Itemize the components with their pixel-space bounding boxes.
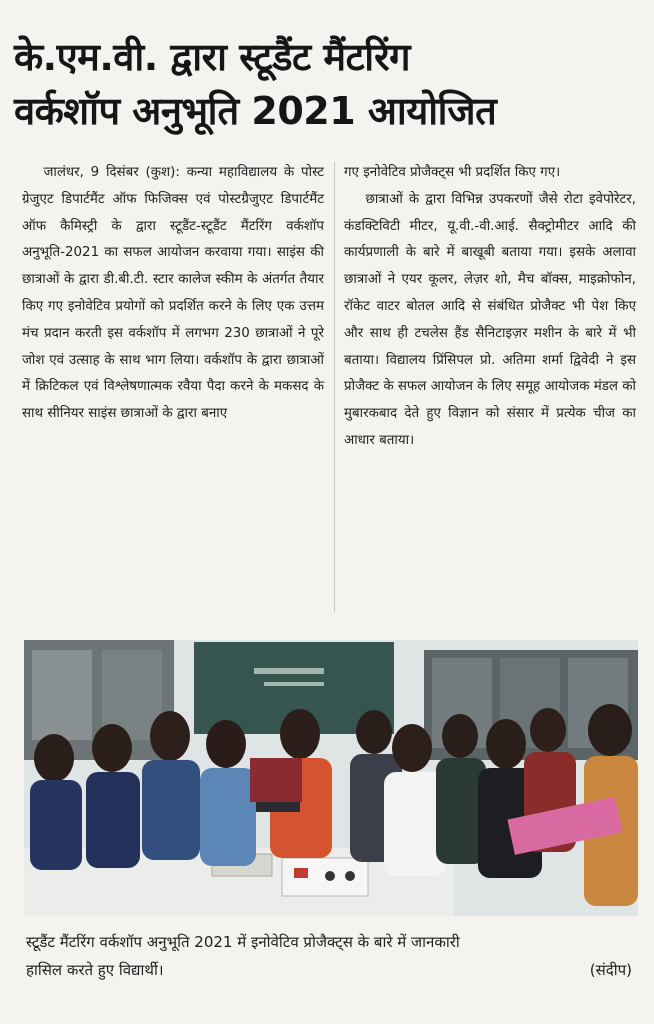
book bbox=[250, 758, 302, 802]
caption-line-2: हासिल करते हुए विद्यार्थी। bbox=[26, 961, 164, 979]
headline bbox=[14, 30, 642, 138]
article-paragraph-continuation: गए इनोवेटिव प्रोजैक्ट्स भी प्रदर्शित किए गए। bbox=[344, 165, 561, 180]
photo-credit: (संदीप) bbox=[589, 961, 632, 979]
article-column-left bbox=[22, 160, 324, 428]
article-paragraph-1: जालंधर, 9 दिसंबर (कुश): कन्या महाविद्यालय के पोस्ट ग्रेजुएट डिपार्टमैंट ऑफ फिजिक्स एवं पोस्टग्रैजुएट डिपार्टमैंट ऑफ कैमिस्ट्री के द्वारा स्टूडैंट-स्टूडैंट मैंटरिंग वर्कशॉप अनुभूति-2021 का सफल आयोजन करवाया गया। साइंस की छात्राओं के द्वारा डी.बी.टी. स्टार कालेज स्कीम के अंतर्गत तैयार किए गए इनोवेटिव प्रयोगों को प्रदर्शित करने के लिए एक उत्तम मंच प्रदान करती इस वर्कशॉप में लगभग 230 छात्राओं ने पूरे जोश एवं उत्साह के साथ भाग लिया। वर्कशॉप के द्वारा छात्राओं में क्रिटिकल एवं विश्लेषणात्मक रवैया पैदा करने के मकसद के साथ सीनियर साइंस छात्राओं के द्वारा बनाए bbox=[22, 165, 324, 422]
article-column-right bbox=[344, 160, 636, 455]
students-lab-photo bbox=[24, 640, 638, 916]
news-photo bbox=[24, 640, 638, 916]
headline-line-2: वर्कशॉप अनुभूति 2021 आयोजित bbox=[14, 89, 497, 133]
photo-caption bbox=[26, 928, 636, 984]
column-divider bbox=[334, 162, 335, 612]
headline-line-1: के.एम.वी. द्वारा स्टूडैंट मैंटरिंग bbox=[14, 35, 411, 79]
article-body bbox=[22, 160, 638, 620]
caption-line-1: स्टूडैंट मैंटरिंग वर्कशॉप अनुभूति 2021 में इनोवेटिव प्रोजैक्ट्स के बारे में जानकारी bbox=[26, 933, 460, 951]
article-paragraph-2: छात्राओं के द्वारा विभिन्न उपकरणों जैसे रोटा इवेपोरेटर, कंडक्टिविटी मीटर, यू.वी.-वी.आई. सैक्ट्रोमीटर आदि की कार्यप्रणाली के बारे में बाखूबी बताया गया। इसके अलावा छात्राओं ने एयर कूलर, लेज़र शो, मैच बॉक्स, माइक्रोफोन, रॉकेट वाटर बोतल आदि से संबंधित प्रोजैक्ट भी पेश किए और साथ ही टचलेस हैंड सैनिटाइज़र मशीन के बारे में भी बताया। विद्यालय प्रिंसिपल प्रो. अतिमा शर्मा द्विवेदी ने इस प्रोजैक्ट के सफल आयोजन के लिए समूह आयोजक मंडल को मुबारकबाद देते हुए विज्ञान को संसार में प्रत्येक चीज का आधार बताया। bbox=[344, 191, 636, 448]
